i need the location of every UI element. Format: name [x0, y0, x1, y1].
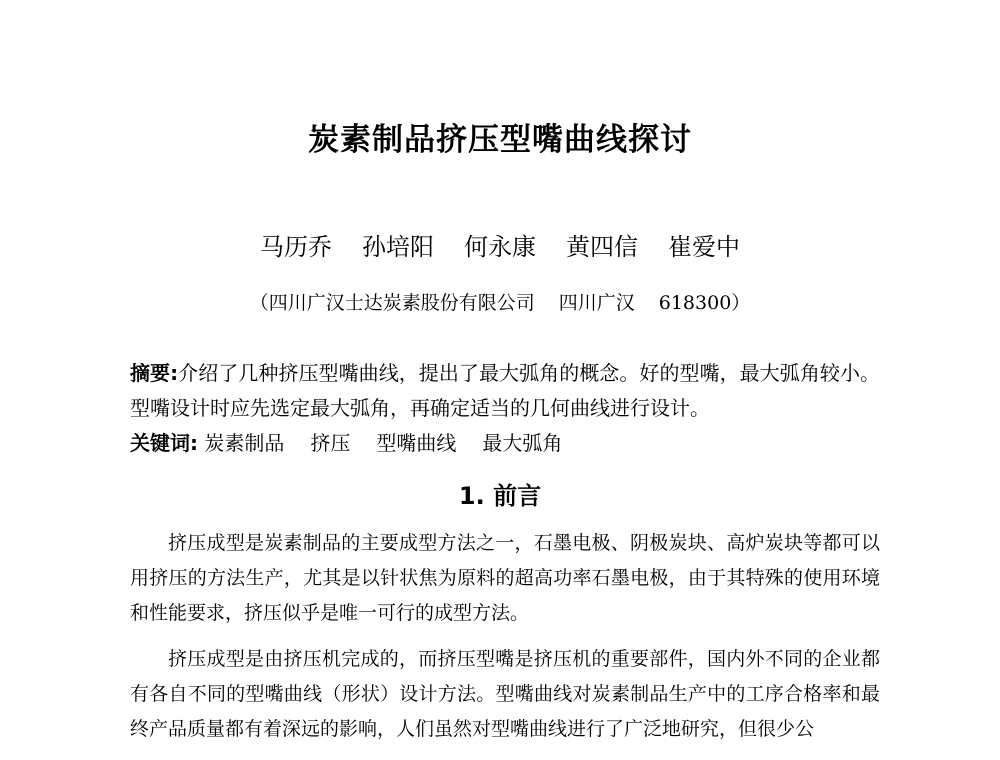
author-name: 何永康: [464, 233, 536, 261]
section-heading: 1. 前言: [458, 482, 542, 510]
author-list: [0, 227, 1000, 267]
author-affiliation: [0, 287, 1000, 319]
abstract: [130, 356, 880, 426]
author-name: 孙培阳: [362, 233, 434, 261]
author-name: 崔爱中: [668, 233, 740, 261]
affiliation-postcode: 618300）: [658, 292, 751, 314]
body-paragraph: 挤压成型是炭素制品的主要成型方法之一，石墨电极、阴极炭块、高炉炭块等都可以用挤压的方法生产，尤其是以针状焦为原料的超高功率石墨电极，由于其特殊的使用环境和性能要求，挤压似乎是唯一可行的成型方法。: [130, 532, 880, 624]
keywords: [130, 426, 880, 461]
body-paragraph: 挤压成型是由挤压机完成的，而挤压型嘴是挤压机的重要部件，国内外不同的企业都有各自不同的型嘴曲线（形状）设计方法。型嘴曲线对炭素制品生产中的工序合格率和最终产品质量都有着深远的影响，人们虽然对型嘴曲线进行了广泛地研究，但很少公: [130, 648, 880, 740]
abstract-label: 摘要:: [130, 361, 179, 385]
keyword: 炭素制品: [204, 431, 285, 455]
author-name: 马历乔: [260, 233, 332, 261]
abstract-text: 介绍了几种挤压型嘴曲线，提出了最大弧角的概念。好的型嘴，最大弧角较小。型嘴设计时应先选定最大弧角，再确定适当的几何曲线进行设计。: [130, 361, 881, 420]
keyword: 型嘴曲线: [376, 431, 457, 455]
keyword: 最大弧角: [482, 431, 563, 455]
affiliation-location: 四川广汉: [558, 292, 635, 314]
paper-title: 炭素制品挤压型嘴曲线探讨: [308, 122, 692, 158]
keywords-label: 关键词:: [130, 431, 198, 455]
keyword: 挤压: [310, 431, 351, 455]
affiliation-org: （四川广汉士达炭素股份有限公司: [249, 292, 535, 314]
author-name: 黄四信: [566, 233, 638, 261]
